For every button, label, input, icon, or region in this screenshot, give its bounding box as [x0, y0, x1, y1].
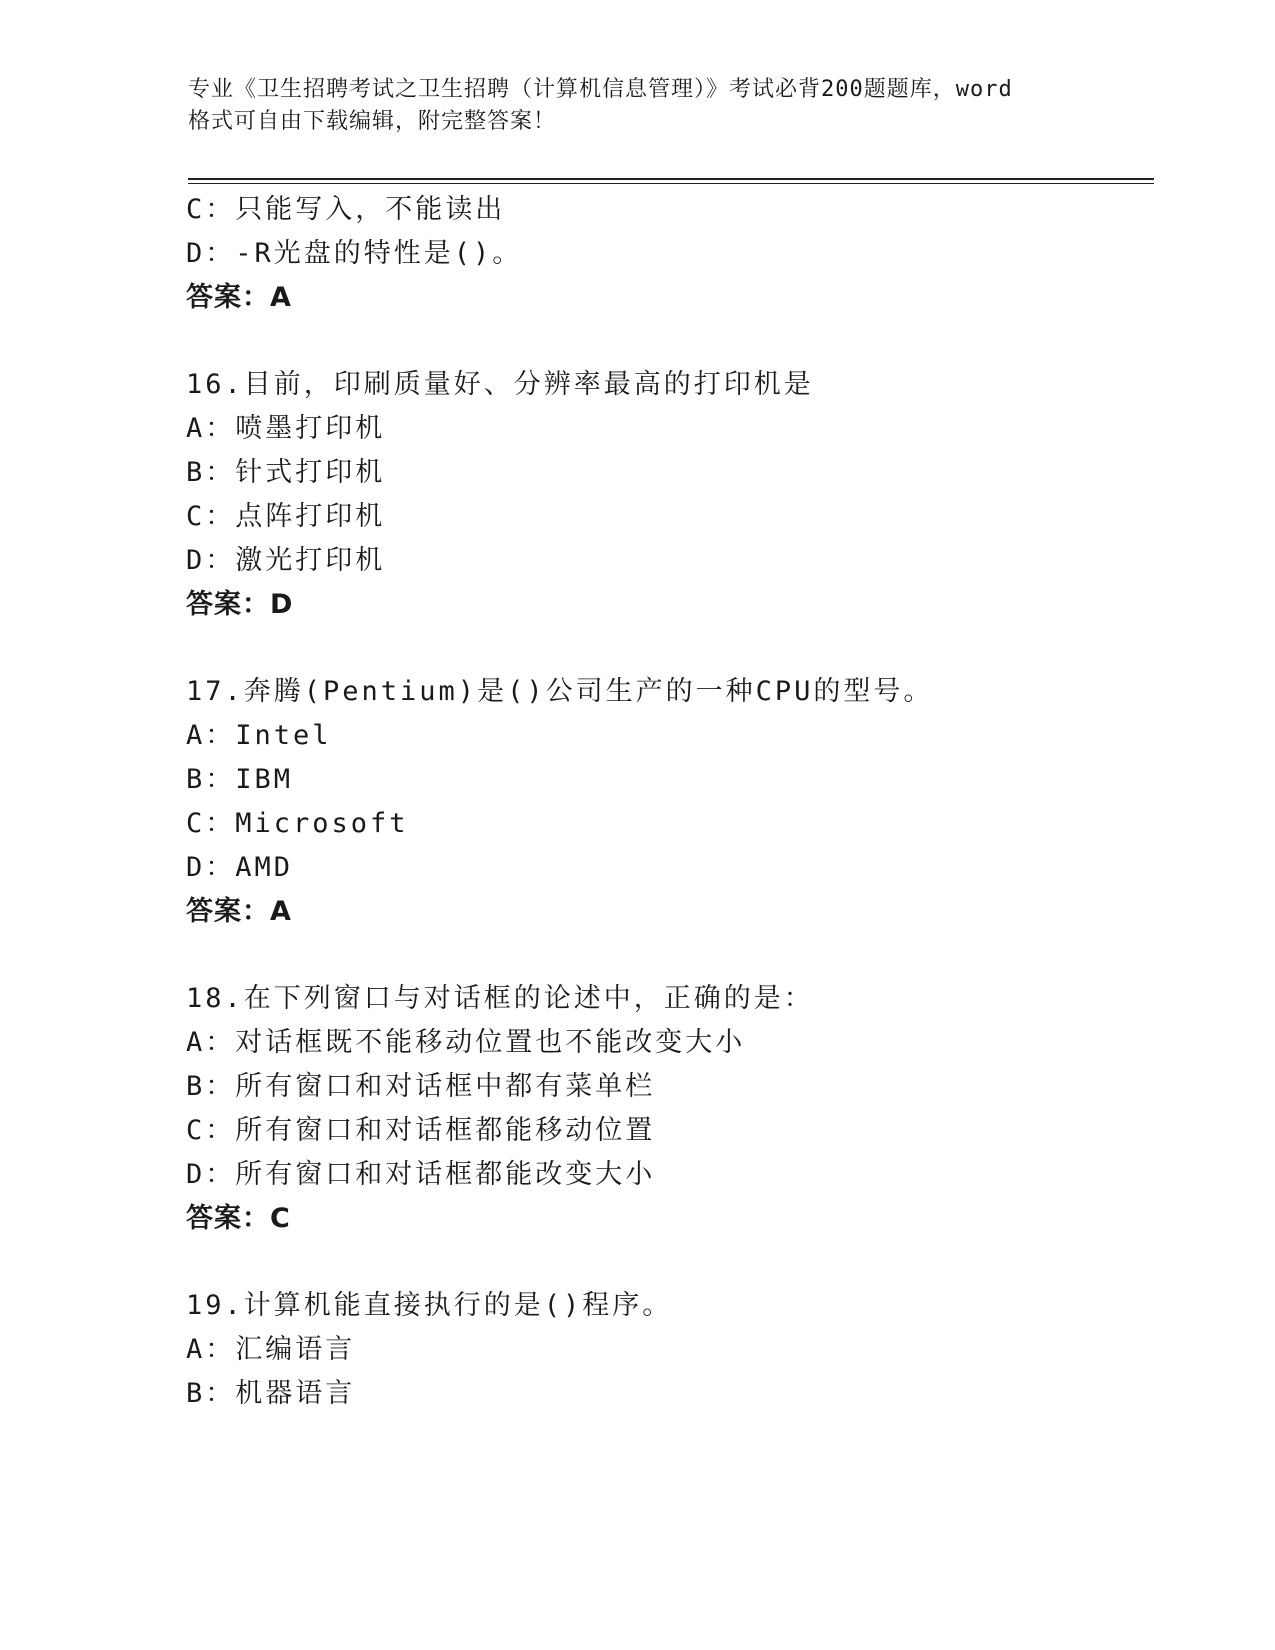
question-19: 19.计算机能直接执行的是()程序。 [186, 1290, 673, 1321]
question-18: 18.在下列窗口与对话框的论述中，正确的是： [186, 983, 814, 1014]
q19-option-a: A：汇编语言 [186, 1334, 356, 1365]
q16-option-b: B：针式打印机 [186, 457, 386, 488]
q16-answer: 答案：D [186, 589, 294, 620]
q16-option-c: C：点阵打印机 [186, 501, 386, 532]
q17-option-d: D：AMD [186, 852, 294, 883]
document-header [188, 74, 1088, 138]
q17-option-c: C：Microsoft [186, 808, 409, 839]
q18-option-d: D：所有窗口和对话框都能改变大小 [186, 1159, 656, 1190]
q18-option-b: B：所有窗口和对话框中都有菜单栏 [186, 1071, 656, 1102]
q17-answer: 答案：A [186, 896, 292, 927]
header-line-2: 格式可自由下载编辑，附完整答案！ [188, 109, 557, 134]
q16-option-a: A：喷墨打印机 [186, 413, 386, 444]
prev-option-c: C：只能写入，不能读出 [186, 194, 506, 225]
q18-answer: 答案：C [186, 1203, 291, 1234]
question-17: 17.奔腾(Pentium)是()公司生产的一种CPU的型号。 [186, 676, 934, 707]
q18-option-c: C：所有窗口和对话框都能移动位置 [186, 1115, 656, 1146]
q16-option-d: D：激光打印机 [186, 545, 386, 576]
header-divider-thick [188, 178, 1154, 180]
question-16: 16.目前，印刷质量好、分辨率最高的打印机是 [186, 369, 814, 400]
prev-option-d: D：-R光盘的特性是()。 [186, 238, 523, 269]
q17-option-a: A：Intel [186, 720, 332, 751]
q17-option-b: B：IBM [186, 764, 294, 795]
header-line-1: 专业《卫生招聘考试之卫生招聘（计算机信息管理）》考试必背200题题库，word [188, 77, 1013, 102]
header-divider-thin [188, 183, 1154, 184]
prev-answer: 答案：A [186, 282, 292, 313]
q18-option-a: A：对话框既不能移动位置也不能改变大小 [186, 1027, 746, 1058]
q19-option-b: B：机器语言 [186, 1378, 356, 1409]
